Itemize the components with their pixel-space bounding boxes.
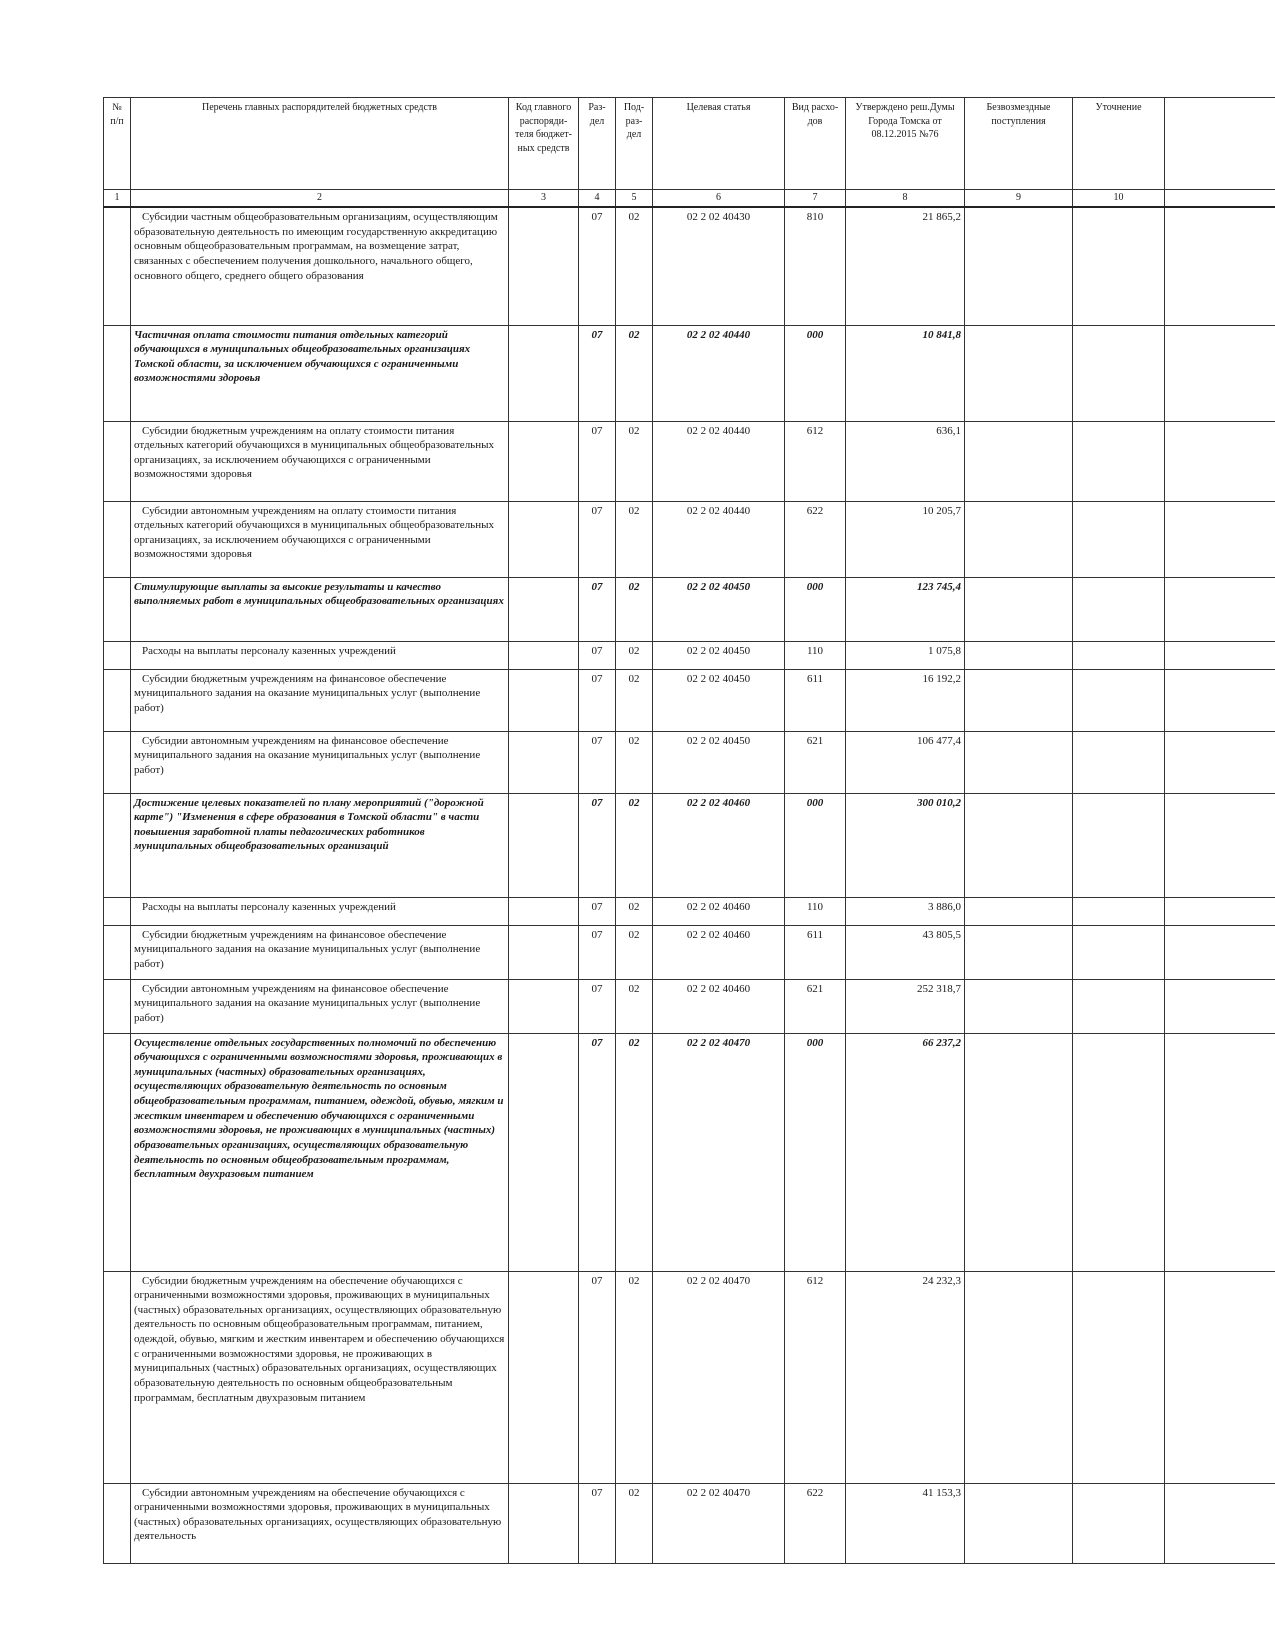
row-name-cell: Осуществление отдельных государственных полномочий по обеспечению обучающихся с ограниченными возможностями здоровья, проживающих в муниципальных (частных) образовательных организациях, осуществляющих образовательную деятельность по основным общеобразовательным программам, питанием, одеждой, обувью, мягким и жестким инвентарем и обеспечению обучающихся с ограниченными возможностями здоровья, не проживающих в муниципальных (частных) образовательных организациях, осуществляющих образовательную деятельность по основным общеобразовательным программам, бесплатным двухразовым питанием	[131, 1033, 509, 1271]
row-article-cell: 02 2 02 40450	[653, 669, 785, 731]
header-target-article: Целевая статья	[653, 98, 785, 190]
row-article-cell: 02 2 02 40450	[653, 641, 785, 669]
row-amount-cell: 10 205,7	[846, 501, 965, 577]
row-name-cell	[131, 979, 509, 1033]
row-number-cell	[104, 925, 131, 979]
row-subsection-cell: 02	[616, 501, 653, 577]
header-gratuitous: Безвозмездные поступления	[965, 98, 1073, 190]
row-article-cell: 02 2 02 40430	[653, 207, 785, 325]
colnum: 8	[846, 190, 965, 208]
row-name-text: Субсидии автономным учреждениям на обеспечение обучающихся с ограниченными возможностями здоровья, проживающих в муниципальных (частных) образовательных организациях, осуществляющих образовательную деятельность	[134, 1486, 502, 1543]
row-manager-code-cell	[509, 1271, 579, 1483]
row-manager-code-cell	[509, 979, 579, 1033]
row-gratuitous-cell	[965, 641, 1073, 669]
row-section-cell: 07	[579, 925, 616, 979]
row-article-cell: 02 2 02 40470	[653, 1271, 785, 1483]
row-number-cell	[104, 325, 131, 421]
row-kind-cell: 621	[785, 731, 846, 793]
row-manager-code-cell	[509, 501, 579, 577]
header-approved: Утверждено реш.Думы Города Томска от 08.12.2015 №76	[846, 98, 965, 190]
row-extra-cell	[1165, 793, 1275, 897]
row-clarification-cell	[1073, 207, 1165, 325]
row-subsection-cell: 02	[616, 731, 653, 793]
row-subsection-cell: 02	[616, 1271, 653, 1483]
row-section-cell: 07	[579, 207, 616, 325]
row-extra-cell	[1165, 731, 1275, 793]
row-subsection-cell: 02	[616, 421, 653, 501]
row-name-cell	[131, 207, 509, 325]
row-name-text: Субсидии бюджетным учреждениям на оплату стоимости питания отдельных категорий обучающихся в муниципальных общеобразовательных организациях, за исключением обучающихся с ограниченными возможностями здоровья	[134, 424, 494, 481]
row-gratuitous-cell	[965, 669, 1073, 731]
column-numbers-row	[104, 190, 1275, 208]
row-subsection-cell: 02	[616, 207, 653, 325]
row-subsection-cell: 02	[616, 325, 653, 421]
row-section-cell: 07	[579, 731, 616, 793]
row-name-text: Расходы на выплаты персоналу казенных учреждений	[142, 900, 396, 913]
row-gratuitous-cell	[965, 979, 1073, 1033]
row-extra-cell	[1165, 897, 1275, 925]
row-section-cell: 07	[579, 1483, 616, 1563]
row-subsection-cell: 02	[616, 979, 653, 1033]
row-article-cell: 02 2 02 40450	[653, 577, 785, 641]
row-number-cell	[104, 669, 131, 731]
row-extra-cell	[1165, 207, 1275, 325]
row-section-cell: 07	[579, 421, 616, 501]
row-subsection-cell: 02	[616, 925, 653, 979]
row-kind-cell: 622	[785, 1483, 846, 1563]
row-manager-code-cell	[509, 577, 579, 641]
table-row	[104, 979, 1275, 1033]
row-article-cell: 02 2 02 40450	[653, 731, 785, 793]
row-manager-code-cell	[509, 207, 579, 325]
row-clarification-cell	[1073, 1033, 1165, 1271]
colnum: 2	[131, 190, 509, 208]
row-amount-cell: 24 232,3	[846, 1271, 965, 1483]
header-managers: Перечень главных распорядителей бюджетных средств	[131, 98, 509, 190]
header-number: № п/п	[104, 98, 131, 190]
row-extra-cell	[1165, 641, 1275, 669]
colnum: 3	[509, 190, 579, 208]
row-manager-code-cell	[509, 1033, 579, 1271]
row-section-cell: 07	[579, 1271, 616, 1483]
row-section-cell: 07	[579, 501, 616, 577]
table-row	[104, 421, 1275, 501]
colnum: 1	[104, 190, 131, 208]
row-article-cell: 02 2 02 40440	[653, 501, 785, 577]
row-gratuitous-cell	[965, 793, 1073, 897]
row-name-cell	[131, 641, 509, 669]
row-number-cell	[104, 421, 131, 501]
row-kind-cell: 110	[785, 897, 846, 925]
colnum: 7	[785, 190, 846, 208]
colnum: 6	[653, 190, 785, 208]
table-row	[104, 897, 1275, 925]
row-name-cell	[131, 1483, 509, 1563]
row-section-cell: 07	[579, 325, 616, 421]
table-row	[104, 669, 1275, 731]
row-gratuitous-cell	[965, 421, 1073, 501]
row-name-text: Расходы на выплаты персоналу казенных учреждений	[142, 644, 396, 657]
row-amount-cell: 43 805,5	[846, 925, 965, 979]
row-clarification-cell	[1073, 979, 1165, 1033]
row-manager-code-cell	[509, 925, 579, 979]
row-clarification-cell	[1073, 793, 1165, 897]
row-gratuitous-cell	[965, 501, 1073, 577]
budget-table	[103, 97, 1275, 1564]
row-name-cell	[131, 501, 509, 577]
row-amount-cell: 10 841,8	[846, 325, 965, 421]
table-row	[104, 1033, 1275, 1271]
row-kind-cell: 000	[785, 577, 846, 641]
header-subsection: Под-раз-дел	[616, 98, 653, 190]
row-kind-cell: 110	[785, 641, 846, 669]
row-number-cell	[104, 207, 131, 325]
row-subsection-cell: 02	[616, 897, 653, 925]
row-gratuitous-cell	[965, 1483, 1073, 1563]
row-extra-cell	[1165, 577, 1275, 641]
row-number-cell	[104, 641, 131, 669]
row-amount-cell: 123 745,4	[846, 577, 965, 641]
row-section-cell: 07	[579, 669, 616, 731]
row-article-cell: 02 2 02 40460	[653, 925, 785, 979]
row-gratuitous-cell	[965, 925, 1073, 979]
table-row	[104, 207, 1275, 325]
row-manager-code-cell	[509, 731, 579, 793]
row-number-cell	[104, 577, 131, 641]
row-subsection-cell: 02	[616, 577, 653, 641]
row-name-cell	[131, 669, 509, 731]
budget-page	[103, 97, 1275, 1650]
row-article-cell: 02 2 02 40460	[653, 793, 785, 897]
table-row	[104, 577, 1275, 641]
row-article-cell: 02 2 02 40470	[653, 1033, 785, 1271]
table-row	[104, 925, 1275, 979]
row-section-cell: 07	[579, 641, 616, 669]
row-number-cell	[104, 897, 131, 925]
row-gratuitous-cell	[965, 1271, 1073, 1483]
row-subsection-cell: 02	[616, 1033, 653, 1271]
table-row	[104, 1271, 1275, 1483]
row-manager-code-cell	[509, 1483, 579, 1563]
row-gratuitous-cell	[965, 325, 1073, 421]
row-subsection-cell: 02	[616, 669, 653, 731]
row-amount-cell: 252 318,7	[846, 979, 965, 1033]
row-amount-cell: 636,1	[846, 421, 965, 501]
colnum	[1165, 190, 1275, 208]
row-kind-cell: 000	[785, 325, 846, 421]
row-article-cell: 02 2 02 40460	[653, 897, 785, 925]
row-kind-cell: 622	[785, 501, 846, 577]
table-row	[104, 1483, 1275, 1563]
row-name-cell	[131, 925, 509, 979]
header-extra	[1165, 98, 1275, 190]
row-amount-cell: 3 886,0	[846, 897, 965, 925]
row-name-text: Субсидии частным общеобразовательным организациям, осуществляющим образовательную деятельность по имеющим государственную аккредитацию основным общеобразовательным программам, на возмещение затрат, связанных с обеспечением получения дошкольного, начального общего, основного общего, среднего общего образования	[134, 211, 498, 282]
row-kind-cell: 612	[785, 1271, 846, 1483]
row-clarification-cell	[1073, 641, 1165, 669]
row-extra-cell	[1165, 421, 1275, 501]
row-name-text: Субсидии бюджетным учреждениям на финансовое обеспечение муниципального задания на оказание муниципальных услуг (выполнение работ)	[134, 928, 481, 970]
colnum: 4	[579, 190, 616, 208]
row-amount-cell: 300 010,2	[846, 793, 965, 897]
header-expense-kind: Вид расхо-дов	[785, 98, 846, 190]
row-name-cell: Стимулирующие выплаты за высокие результаты и качество выполняемых работ в муниципальных общеобразовательных организациях	[131, 577, 509, 641]
row-gratuitous-cell	[965, 577, 1073, 641]
row-section-cell: 07	[579, 577, 616, 641]
row-name-cell: Достижение целевых показателей по плану мероприятий ("дорожной карте") "Изменения в сфере образования в Томской области" в части повышения заработной платы педагогических работников муниципальных общеобразовательных организаций	[131, 793, 509, 897]
row-amount-cell: 1 075,8	[846, 641, 965, 669]
row-kind-cell: 612	[785, 421, 846, 501]
row-manager-code-cell	[509, 793, 579, 897]
row-clarification-cell	[1073, 897, 1165, 925]
row-name-text: Субсидии бюджетным учреждениям на финансовое обеспечение муниципального задания на оказание муниципальных услуг (выполнение работ)	[134, 672, 481, 714]
table-row	[104, 325, 1275, 421]
row-name-cell	[131, 731, 509, 793]
table-row	[104, 793, 1275, 897]
row-number-cell	[104, 1033, 131, 1271]
row-manager-code-cell	[509, 325, 579, 421]
row-kind-cell: 611	[785, 669, 846, 731]
row-manager-code-cell	[509, 897, 579, 925]
row-manager-code-cell	[509, 421, 579, 501]
row-amount-cell: 66 237,2	[846, 1033, 965, 1271]
row-extra-cell	[1165, 1483, 1275, 1563]
row-name-cell	[131, 421, 509, 501]
row-clarification-cell	[1073, 925, 1165, 979]
row-subsection-cell: 02	[616, 1483, 653, 1563]
row-clarification-cell	[1073, 421, 1165, 501]
row-section-cell: 07	[579, 897, 616, 925]
row-amount-cell: 16 192,2	[846, 669, 965, 731]
row-subsection-cell: 02	[616, 641, 653, 669]
row-manager-code-cell	[509, 641, 579, 669]
row-kind-cell: 621	[785, 979, 846, 1033]
row-extra-cell	[1165, 925, 1275, 979]
row-section-cell: 07	[579, 979, 616, 1033]
row-article-cell: 02 2 02 40440	[653, 421, 785, 501]
row-article-cell: 02 2 02 40470	[653, 1483, 785, 1563]
colnum: 9	[965, 190, 1073, 208]
colnum: 10	[1073, 190, 1165, 208]
row-manager-code-cell	[509, 669, 579, 731]
row-clarification-cell	[1073, 1271, 1165, 1483]
row-name-cell	[131, 1271, 509, 1483]
colnum: 5	[616, 190, 653, 208]
row-article-cell: 02 2 02 40460	[653, 979, 785, 1033]
row-amount-cell: 21 865,2	[846, 207, 965, 325]
row-section-cell: 07	[579, 1033, 616, 1271]
row-clarification-cell	[1073, 577, 1165, 641]
header-clarification: Уточнение	[1073, 98, 1165, 190]
row-extra-cell	[1165, 1033, 1275, 1271]
row-extra-cell	[1165, 325, 1275, 421]
row-clarification-cell	[1073, 669, 1165, 731]
header-row	[104, 98, 1275, 190]
row-kind-cell: 810	[785, 207, 846, 325]
row-gratuitous-cell	[965, 207, 1073, 325]
row-clarification-cell	[1073, 1483, 1165, 1563]
row-amount-cell: 41 153,3	[846, 1483, 965, 1563]
header-section: Раз-дел	[579, 98, 616, 190]
row-extra-cell	[1165, 669, 1275, 731]
row-name-cell	[131, 897, 509, 925]
row-number-cell	[104, 793, 131, 897]
row-extra-cell	[1165, 1271, 1275, 1483]
row-gratuitous-cell	[965, 731, 1073, 793]
table-row	[104, 501, 1275, 577]
table-row	[104, 641, 1275, 669]
row-number-cell	[104, 979, 131, 1033]
row-name-text: Субсидии автономным учреждениям на финансовое обеспечение муниципального задания на оказание муниципальных услуг (выполнение работ)	[134, 734, 481, 776]
row-name-text: Субсидии автономным учреждениям на оплату стоимости питания отдельных категорий обучающихся в муниципальных общеобразовательных организациях, за исключением обучающихся с ограниченными возможностями здоровья	[134, 504, 494, 561]
table-row	[104, 731, 1275, 793]
row-number-cell	[104, 501, 131, 577]
row-kind-cell: 611	[785, 925, 846, 979]
row-name-text: Субсидии бюджетным учреждениям на обеспечение обучающихся с ограниченными возможностями здоровья, проживающих в муниципальных (частных) образовательных организациях, осуществляющих образовательную деятельность по основным общеобразовательным программам, питанием, одеждой, обувью, мягким и жестким инвентарем и обеспечению обучающихся с ограниченными возможностями здоровья, не проживающих в муниципальных (частных) образовательных организациях, осуществляющих образовательную деятельность по основным общеобразовательным программам, бесплатным двухразовым питанием	[134, 1274, 505, 1404]
row-gratuitous-cell	[965, 897, 1073, 925]
row-subsection-cell: 02	[616, 793, 653, 897]
row-kind-cell: 000	[785, 793, 846, 897]
row-number-cell	[104, 731, 131, 793]
row-name-cell: Частичная оплата стоимости питания отдельных категорий обучающихся в муниципальных общеобразовательных организациях Томской области, за исключением обучающихся с ограниченными возможностями здоровья	[131, 325, 509, 421]
row-extra-cell	[1165, 979, 1275, 1033]
row-number-cell	[104, 1271, 131, 1483]
row-number-cell	[104, 1483, 131, 1563]
header-manager-code: Код главного распоряди-теля бюджет-ных средств	[509, 98, 579, 190]
row-gratuitous-cell	[965, 1033, 1073, 1271]
row-amount-cell: 106 477,4	[846, 731, 965, 793]
row-clarification-cell	[1073, 501, 1165, 577]
row-section-cell: 07	[579, 793, 616, 897]
row-extra-cell	[1165, 501, 1275, 577]
row-clarification-cell	[1073, 325, 1165, 421]
row-article-cell: 02 2 02 40440	[653, 325, 785, 421]
row-kind-cell: 000	[785, 1033, 846, 1271]
row-clarification-cell	[1073, 731, 1165, 793]
row-name-text: Субсидии автономным учреждениям на финансовое обеспечение муниципального задания на оказание муниципальных услуг (выполнение работ)	[134, 982, 481, 1024]
